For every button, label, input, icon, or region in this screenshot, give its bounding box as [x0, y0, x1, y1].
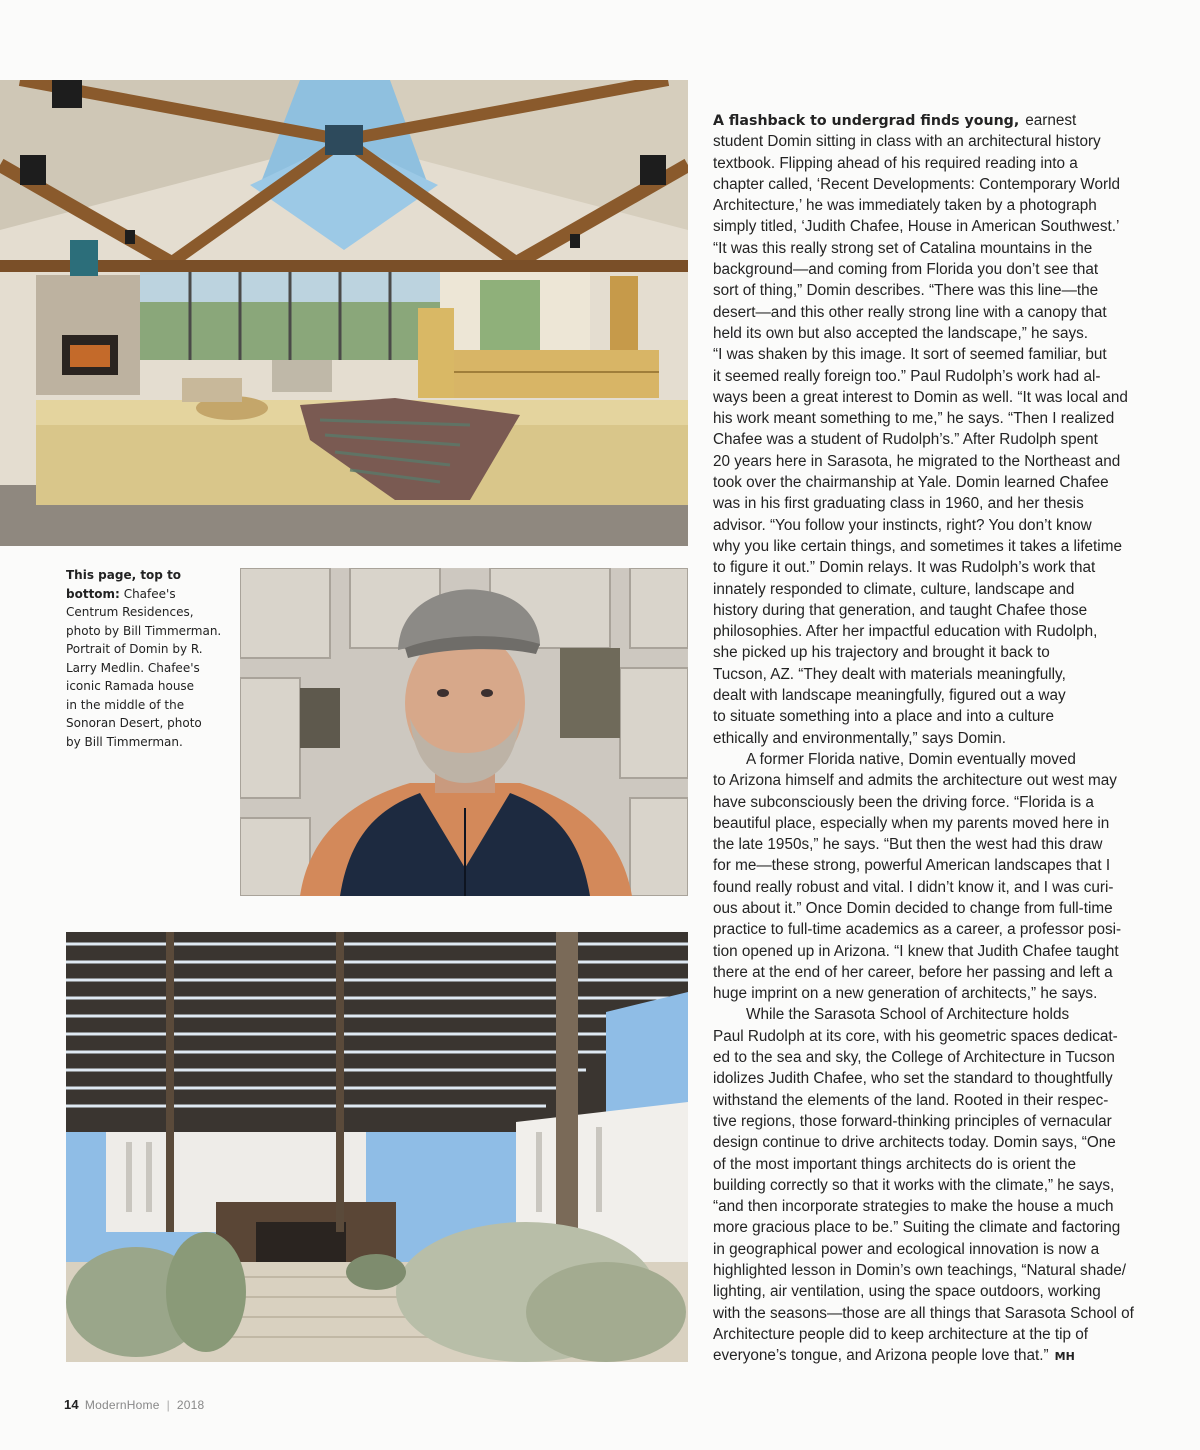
article-body [713, 110, 1134, 1367]
article-line: for me—these strong, powerful American landscapes that I [713, 857, 1111, 875]
article-line: Architecture,’ he was immediately taken by a photograph [713, 197, 1097, 215]
article-line: desert—and this other really strong line with a canopy that [713, 303, 1107, 321]
article-line: innately responded to climate, culture, landscape and [713, 580, 1075, 598]
page-folio [64, 1397, 204, 1412]
article-line: philosophies. After her impactful education with Rudolph, [713, 623, 1098, 641]
article-line: why you like certain things, and sometimes it takes a lifetime [713, 537, 1122, 555]
article-line: Tucson, AZ. “They dealt with materials meaningfully, [713, 665, 1066, 683]
article-line: everyone’s tongue, and Arizona people love that.” [713, 1347, 1049, 1365]
article-line: “I was shaken by this image. It sort of seemed familiar, but [713, 346, 1107, 364]
article-line: history during that generation, and taught Chafee those [713, 601, 1088, 619]
article-line: ed to the sea and sky, the College of Architecture in Tucson [713, 1049, 1115, 1067]
article-line: withstand the elements of the land. Rooted in their respec- [713, 1091, 1109, 1109]
article-line: While the Sarasota School of Architecture holds [746, 1006, 1070, 1024]
article-line: was in his first graduating class in 1960, and her thesis [713, 495, 1084, 513]
folio-separator: | [166, 1398, 170, 1412]
caption-line: photo by Bill Timmerman. [66, 623, 222, 638]
caption-line: Portrait of Domin by R. [66, 642, 203, 656]
article-line: it seemed really foreign too.” Paul Rudolph’s work had al- [713, 367, 1101, 385]
caption-line: Chafee's [123, 586, 176, 601]
caption-line: by Bill Timmerman. [66, 734, 183, 749]
article-line: have subconsciously been the driving force. “Florida is a [713, 793, 1094, 811]
article-line: earnest [1025, 112, 1077, 129]
article-line: in geographical power and ecological innovation is now a [713, 1240, 1100, 1258]
caption-line: Sonoran Desert, photo [66, 716, 202, 730]
caption-line: Larry Medlin. Chafee's [66, 660, 200, 675]
article-line: she picked up his trajectory and brought it back to [713, 644, 1050, 662]
article-line: tion opened up in Arizona. “I knew that Judith Chafee taught [713, 942, 1119, 960]
publication-name: ModernHome [84, 1398, 160, 1412]
article-line: huge imprint on a new generation of architects,” he says. [713, 985, 1098, 1003]
article-line: design continue to drive architects today. Domin says, “One [713, 1134, 1116, 1152]
article-line: simply titled, ‘Judith Chafee, House in American Southwest.’ [713, 218, 1120, 236]
article-line: to Arizona himself and admits the architecture out west may [713, 772, 1117, 790]
article-line: to situate something into a place and into a culture [713, 708, 1054, 726]
article-line: lighting, air ventilation, using the space outdoors, working [713, 1283, 1101, 1301]
article-line: sort of thing,” Domin describes. “There was this line—the [713, 282, 1099, 300]
article-line: with the seasons—those are all things that Sarasota School of [713, 1304, 1134, 1322]
caption-lead-2: bottom: [66, 586, 120, 601]
article-line: held its own but also accepted the landscape,” he says. [713, 324, 1089, 342]
caption-line: in the middle of the [66, 697, 185, 712]
article-line: student Domin sitting in class with an architectural history [713, 133, 1101, 151]
article-line: Architecture people did to keep architecture at the tip of [713, 1325, 1088, 1343]
article-line: 20 years here in Sarasota, he migrated to the Northeast and [713, 452, 1121, 470]
article-line: Paul Rudolph at its core, with his geometric spaces dedicat- [713, 1027, 1118, 1045]
article-line: his work meant something to me,” he says. “Then I realized [713, 410, 1115, 428]
page-number: 14 [64, 1397, 79, 1412]
article-lead: A flashback to undergrad finds young, [713, 113, 1020, 129]
article-line: found really robust and vital. I didn’t know it, and I was curi- [713, 878, 1114, 896]
article-line: ous about it.” Once Domin decided to change from full-time [713, 899, 1113, 917]
caption-line: Centrum Residences, [66, 605, 194, 619]
article-line: to figure it out.” Domin relays. It was Rudolph’s work that [713, 559, 1096, 577]
article-line: chapter called, ‘Recent Developments: Contemporary World [713, 175, 1120, 193]
article-line: ethically and environmentally,” says Domin. [713, 729, 1007, 747]
article-line: there at the end of her career, before her passing and left a [713, 963, 1113, 981]
article-line: beautiful place, especially when my parents moved here in [713, 814, 1110, 832]
article-line: tive regions, those forward-thinking principles of vernacular [713, 1112, 1112, 1130]
article-line: building correctly so that it works with the climate,” he says, [713, 1176, 1115, 1194]
article-line: took over the chairmanship at Yale. Domin learned Chafee [713, 474, 1109, 492]
article-line: idolizes Judith Chafee, who set the standard to thoughtfully [713, 1070, 1113, 1088]
article-line: Chafee was a student of Rudolph’s.” After Rudolph spent [713, 431, 1098, 449]
portrait-photo [240, 568, 688, 896]
article-line: the late 1950s,” he says. “But then the west had this draw [713, 836, 1103, 854]
article-line: highlighted lesson in Domin’s own teachings, “Natural shade/ [713, 1262, 1126, 1280]
caption-line: iconic Ramada house [66, 679, 195, 693]
article-line: A former Florida native, Domin eventually moved [746, 750, 1076, 768]
caption-lead: This page, top to [66, 568, 182, 582]
article-line: advisor. “You follow your instincts, right? You don’t know [713, 516, 1092, 534]
article-line: of the most important things architects do is orient the [713, 1155, 1077, 1173]
interior-photo [0, 80, 688, 546]
publication-year: 2018 [176, 1398, 205, 1412]
article-line: more gracious place to be.” Suiting the climate and factoring [713, 1219, 1121, 1237]
article-line: practice to full-time academics as a career, a professor posi- [713, 921, 1122, 939]
article-line: ways been a great interest to Domin as well. “It was local and [713, 388, 1128, 406]
ramada-house-photo [66, 932, 688, 1362]
article-line: dealt with landscape meaningfully, figured out a way [713, 687, 1066, 705]
article-line: “It was this really strong set of Catalina mountains in the [713, 239, 1093, 257]
article-line: background—and coming from Florida you don’t see that [713, 261, 1099, 279]
article-line: “and then incorporate strategies to make the house a much [713, 1198, 1114, 1216]
article-line: textbook. Flipping ahead of his required reading into a [713, 154, 1078, 172]
author-signature: MH [1054, 1350, 1075, 1364]
photo-caption [66, 566, 228, 751]
